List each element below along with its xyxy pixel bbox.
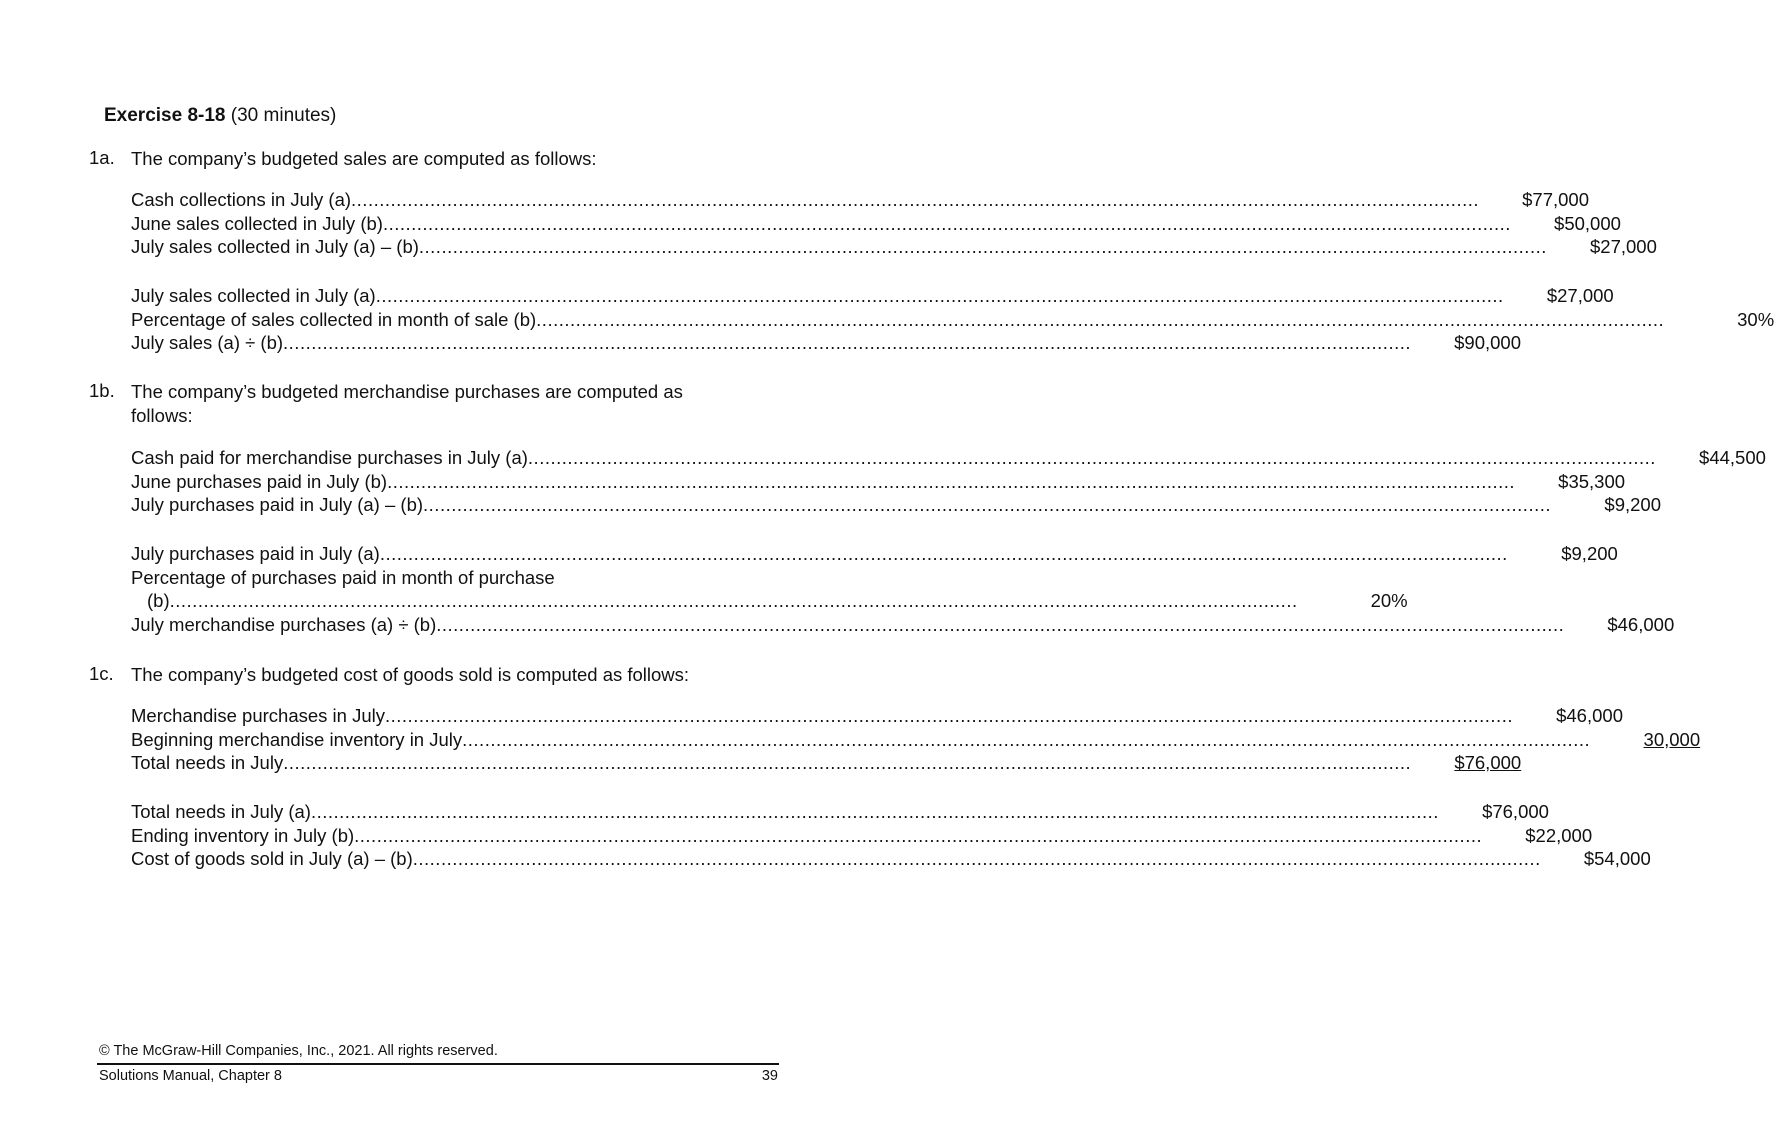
- section-number: 1b.: [89, 380, 115, 401]
- table-row: [131, 284, 1614, 308]
- spacer: [1551, 493, 1573, 517]
- table-row: [131, 800, 1549, 824]
- spacer: [1664, 308, 1686, 332]
- dot-leader: ........................................................................................................................................................................................................: [283, 752, 1412, 773]
- spacer: [1547, 235, 1569, 259]
- computation-table: [131, 284, 1774, 355]
- table-row: [131, 331, 1522, 355]
- spacer: [1504, 284, 1526, 308]
- value-text: 30,000: [1643, 728, 1701, 750]
- row-label: June purchases paid in July (b): [131, 470, 388, 492]
- table-row: [131, 212, 1621, 236]
- table-row: [131, 542, 1618, 566]
- section-text: The company’s budgeted sales are computed as follows:: [131, 148, 597, 169]
- copyright: © The McGraw-Hill Companies, Inc., 2021. All rights reserved.: [99, 1043, 498, 1059]
- dot-leader: ........................................................................................................................................................................................................: [387, 470, 1516, 492]
- table-row: [131, 728, 1701, 752]
- table-row: [131, 847, 1651, 871]
- spacer: [1513, 704, 1535, 728]
- row-value: [1530, 542, 1618, 566]
- page-number: 39: [761, 1068, 778, 1084]
- dot-leader: ........................................................................................................................................................................................................: [527, 447, 1656, 468]
- spacer: [1479, 188, 1501, 212]
- dot-leader: ........................................................................................................................................................................................................: [310, 801, 1439, 822]
- spacer: [1541, 847, 1563, 871]
- value-text: $46,000: [1607, 613, 1675, 635]
- spacer: [1411, 751, 1433, 775]
- dot-leader: ........................................................................................................................................................................................................: [354, 824, 1483, 846]
- row-label: July merchandise purchases (a) ÷ (b): [131, 613, 437, 635]
- row-label: Ending inventory in July (b): [131, 824, 355, 846]
- row-value: [1678, 446, 1766, 470]
- row-value: [1569, 235, 1657, 259]
- exercise-duration: (30 minutes): [225, 105, 337, 126]
- spacer: [1564, 613, 1586, 637]
- row-value: [1612, 728, 1700, 752]
- dot-leader: ........................................................................................................................................................................................................: [169, 590, 1298, 611]
- exercise-title: [104, 105, 336, 127]
- value-text: $76,000: [1482, 801, 1549, 822]
- dot-leader: ........................................................................................................................................................................................................: [536, 308, 1665, 330]
- row-value: [1526, 284, 1614, 308]
- dot-leader: ........................................................................................................................................................................................................: [379, 543, 1508, 564]
- spacer: [1439, 800, 1461, 824]
- spacer: [1511, 212, 1533, 236]
- row-value: [1501, 188, 1589, 212]
- spacer: [1515, 470, 1537, 494]
- row-label: July sales collected in July (a) – (b): [131, 236, 419, 257]
- spacer: [1411, 331, 1433, 355]
- row-value: [1686, 308, 1774, 332]
- row-value: [1433, 331, 1521, 355]
- row-label: Cash collections in July (a): [131, 189, 352, 210]
- dot-leader: ........................................................................................................................................................................................................: [462, 728, 1591, 750]
- dot-leader: ........................................................................................................................................................................................................: [436, 613, 1565, 635]
- value-text: $46,000: [1556, 705, 1623, 726]
- row-label: June sales collected in July (b): [131, 212, 383, 234]
- value-text: $44,500: [1699, 447, 1766, 468]
- spacer: [1590, 728, 1612, 752]
- row-value: [1537, 470, 1625, 494]
- value-text: $54,000: [1583, 848, 1651, 869]
- computation-table: [131, 446, 1766, 517]
- dot-leader: ........................................................................................................................................................................................................: [385, 705, 1513, 726]
- table-row: [131, 751, 1522, 775]
- table-row: [131, 589, 1408, 613]
- dot-leader: [555, 566, 608, 590]
- computation-table: [131, 542, 1675, 636]
- table-row: [131, 566, 718, 590]
- row-value: [1535, 704, 1623, 728]
- row-label: Percentage of purchases paid in month of purchase: [131, 566, 555, 588]
- dot-leader: ........................................................................................................................................................................................................: [382, 212, 1511, 234]
- section-number: 1a.: [89, 147, 115, 168]
- spacer: [608, 566, 630, 590]
- row-label: July sales collected in July (a): [131, 285, 376, 306]
- row-value: [1320, 589, 1408, 613]
- row-label: July sales (a) ÷ (b): [131, 332, 284, 353]
- table-row: [131, 308, 1774, 332]
- row-value: [1586, 613, 1674, 637]
- spacer: [1482, 824, 1504, 848]
- spacer: [1508, 542, 1530, 566]
- row-label: Cash paid for merchandise purchases in July (a): [131, 447, 528, 468]
- computation-table: [131, 188, 1657, 259]
- table-row: [131, 446, 1766, 470]
- dot-leader: ........................................................................................................................................................................................................: [351, 189, 1480, 210]
- value-text: $27,000: [1546, 285, 1614, 306]
- table-row: [131, 824, 1593, 848]
- section-text: The company’s budgeted cost of goods sold is computed as follows:: [131, 664, 690, 685]
- row-label: (b): [147, 590, 170, 611]
- row-value: [1533, 212, 1621, 236]
- dot-leader: ........................................................................................................................................................................................................: [375, 285, 1504, 306]
- row-label: July purchases paid in July (a): [131, 543, 380, 564]
- computation-table: [131, 800, 1651, 871]
- footer-manual: Solutions Manual, Chapter 8: [99, 1068, 282, 1084]
- value-text: $35,300: [1558, 470, 1626, 492]
- row-value: [1573, 493, 1661, 517]
- dot-leader: ........................................................................................................................................................................................................: [412, 848, 1541, 869]
- dot-leader: ........................................................................................................................................................................................................: [418, 236, 1547, 257]
- dot-leader: ........................................................................................................................................................................................................: [283, 332, 1412, 353]
- value-text: $90,000: [1454, 332, 1522, 353]
- value-text: $76,000: [1454, 752, 1522, 773]
- table-row: [131, 704, 1623, 728]
- footer-rule: [97, 1063, 779, 1065]
- row-label: Beginning merchandise inventory in July: [131, 728, 463, 750]
- row-value: [1563, 847, 1651, 871]
- section-number: 1c.: [89, 663, 114, 684]
- row-label: Percentage of sales collected in month of sale (b): [131, 308, 537, 330]
- exercise-number: Exercise 8-18: [104, 105, 226, 126]
- row-value: [1461, 800, 1549, 824]
- value-text: $22,000: [1525, 824, 1593, 846]
- table-row: [131, 470, 1626, 494]
- table-row: [131, 613, 1675, 637]
- table-row: [131, 235, 1657, 259]
- spacer: [1298, 589, 1320, 613]
- row-label: July purchases paid in July (a) – (b): [131, 494, 424, 515]
- table-row: [131, 493, 1662, 517]
- table-row: [131, 188, 1590, 212]
- value-text: $9,200: [1604, 494, 1662, 515]
- value-text: 30%: [1737, 308, 1774, 330]
- value-text: $77,000: [1522, 189, 1590, 210]
- value-text: $9,200: [1561, 543, 1618, 564]
- value-text: $27,000: [1590, 236, 1657, 257]
- value-text: 20%: [1370, 590, 1408, 611]
- row-label: Merchandise purchases in July: [131, 705, 385, 726]
- row-label: Cost of goods sold in July (a) – (b): [131, 848, 413, 869]
- value-text: $50,000: [1554, 212, 1621, 234]
- section-text: The company’s budgeted merchandise purchases are computed as follows:: [131, 381, 683, 426]
- dot-leader: ........................................................................................................................................................................................................: [423, 494, 1552, 515]
- computation-table: [131, 704, 1701, 775]
- spacer: [1656, 446, 1678, 470]
- row-value: [1433, 751, 1521, 775]
- row-value: [1504, 824, 1592, 848]
- row-label: Total needs in July: [131, 752, 284, 773]
- row-label: Total needs in July (a): [131, 801, 311, 822]
- row-value: [630, 566, 718, 590]
